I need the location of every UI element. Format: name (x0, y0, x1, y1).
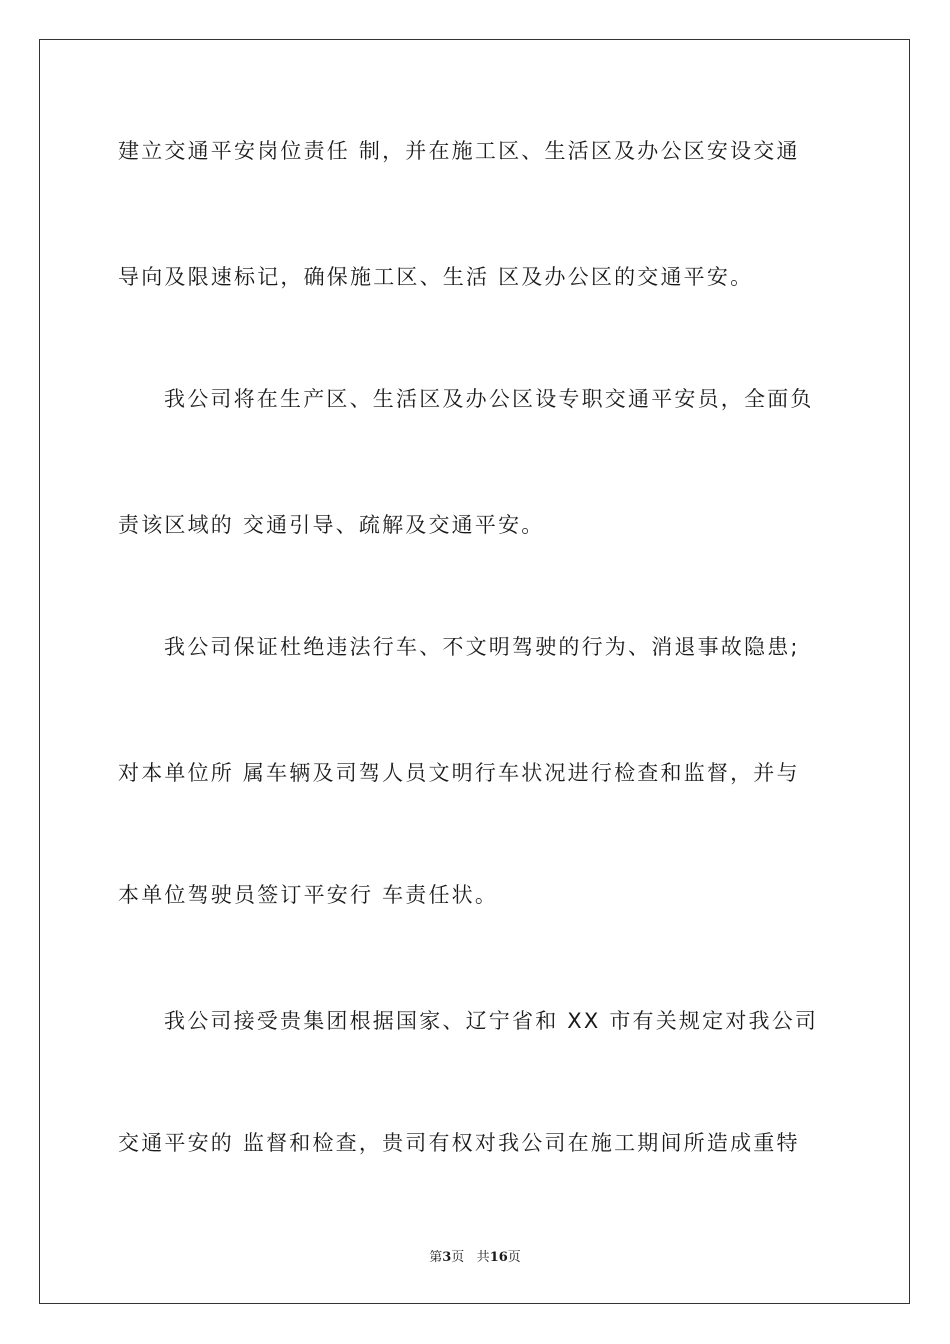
page-border (39, 39, 910, 1304)
total-pages: 16 (489, 1250, 508, 1265)
page-prefix: 第 (429, 1250, 443, 1265)
paragraph-4-line-2: 交通平安的 监督和检查，贵司有权对我公司在施工期间所造成重特 (118, 1131, 800, 1155)
page-number: 3 (442, 1250, 452, 1265)
paragraph-3-line-3: 本单位驾驶员签订平安行 车责任状。 (118, 883, 499, 907)
page-suffix: 页 (451, 1250, 465, 1265)
paragraph-3-line-2: 对本单位所 属车辆及司驾人员文明行车状况进行检查和监督，并与 (118, 761, 800, 785)
page-footer (0, 1246, 950, 1265)
paragraph-1-line-1: 建立交通平安岗位责任 制，并在施工区、生活区及办公区安设交通 (118, 139, 800, 163)
total-prefix: 共 (476, 1250, 490, 1265)
paragraph-2-line-2: 责该区域的 交通引导、疏解及交通平安。 (118, 513, 545, 537)
paragraph-2-line-1: 我公司将在生产区、生活区及办公区设专职交通平安员，全面负 (164, 387, 814, 411)
total-suffix: 页 (507, 1250, 521, 1265)
paragraph-3-line-1: 我公司保证杜绝违法行车、不文明驾驶的行为、消退事故隐患; (164, 635, 800, 659)
paragraph-1-line-2: 导向及限速标记，确保施工区、生活 区及办公区的交通平安。 (118, 265, 754, 289)
paragraph-4-line-1: 我公司接受贵集团根据国家、辽宁省和 XX 市有关规定对我公司 (164, 1009, 819, 1033)
